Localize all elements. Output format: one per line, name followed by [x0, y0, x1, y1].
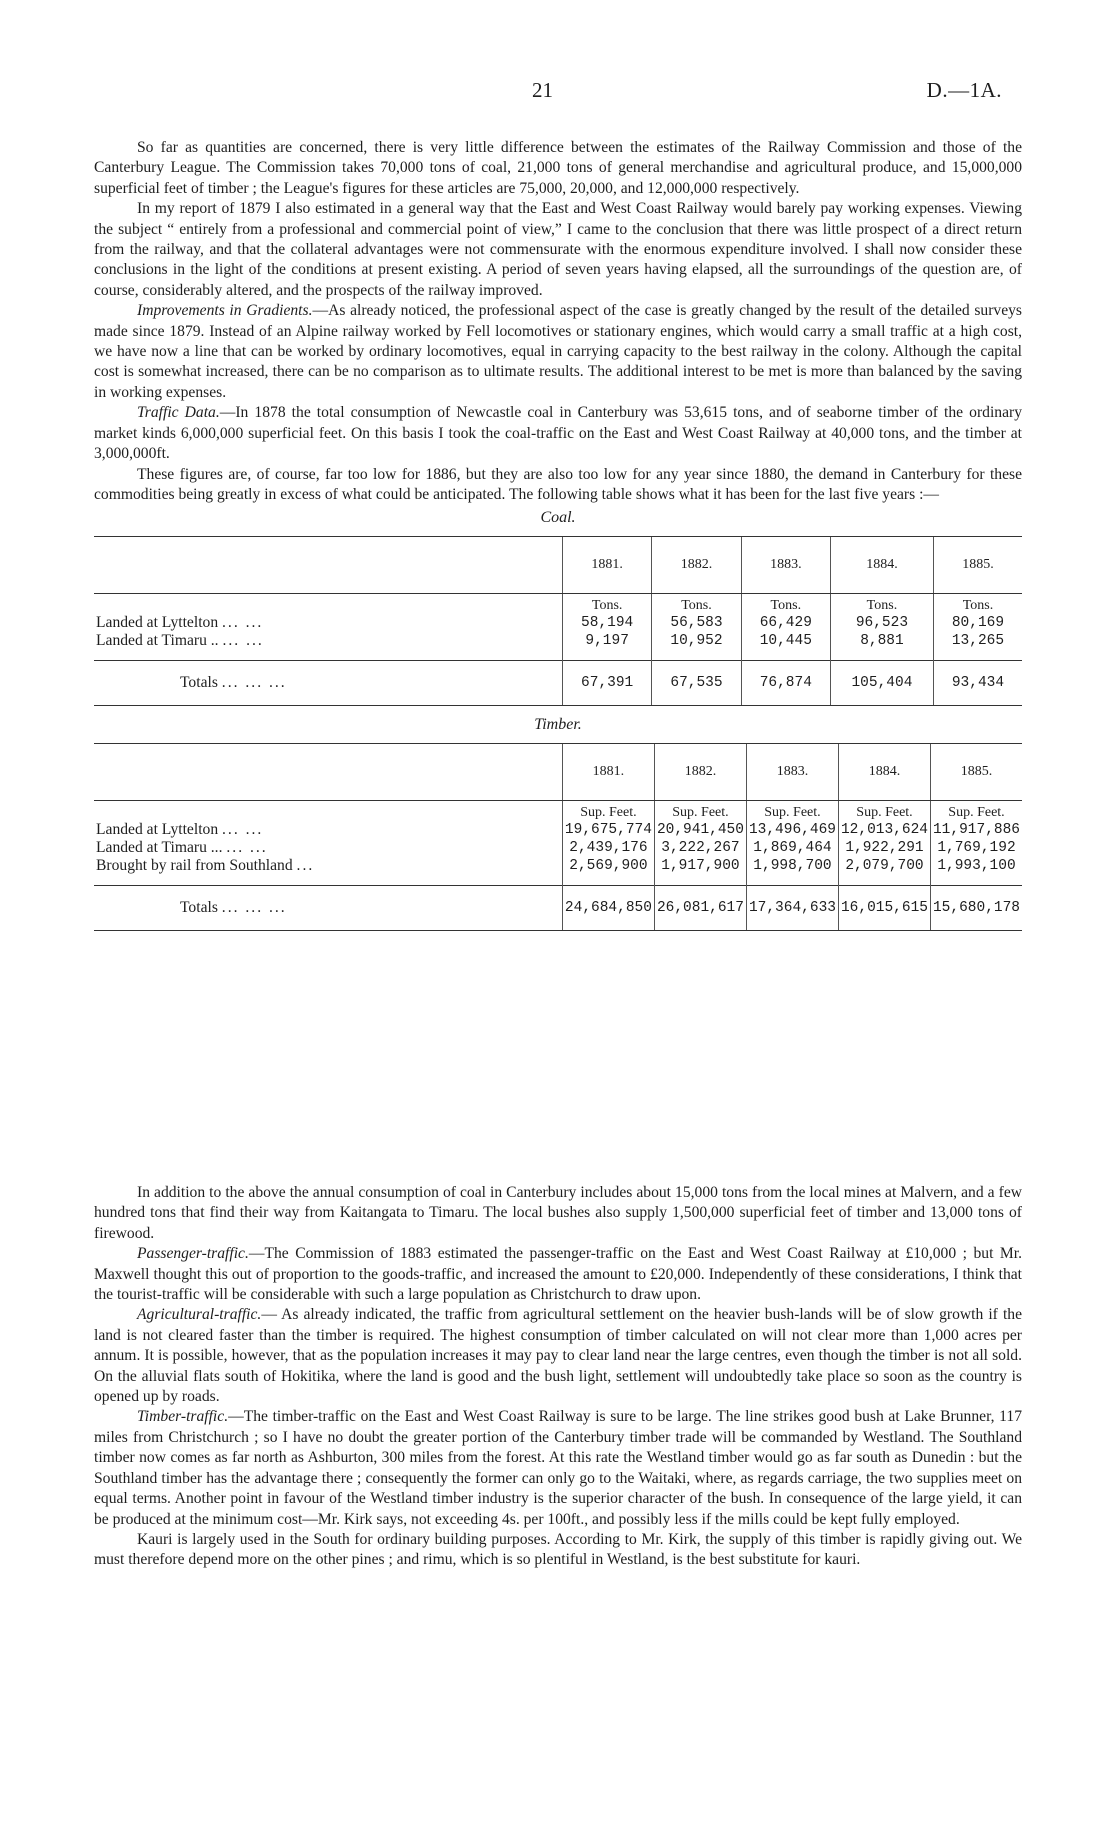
upper-text-block — [94, 138, 1022, 941]
page-number: 21 — [532, 78, 553, 102]
paragraph-heading: Passenger-traffic. — [137, 1245, 249, 1263]
paragraph: In my report of 1879 I also estimated in a general way that the East and West Coast Railway would barely pay working expenses. Viewing the subject “ entirely from a professional and commercial point of view,” I came to the conclusion that there was little prospect of a direct return from the railway, and that the collateral advantages were not commensurate with the enormous expenditure involved. I shall now consider these conclusions in the light of the conditions at present existing. A period of seven years having elapsed, all the surroundings of the question are, of course, considerably altered, and the prospects of the railway improved. — [94, 200, 1022, 299]
totals-row: Totals ... ... ... 67,391 67,535 76,874 105,404 93,434 — [94, 661, 1022, 706]
paragraph: Kauri is largely used in the South for ordinary building purposes. According to Mr. Kirk, the supply of this timber is rapidly giving out. We must therefore depend more on the other pines ; and rimu, which is so plentiful in Westland, is the best substitute for kauri. — [94, 1530, 1022, 1569]
paragraph: Traffic Data.—In 1878 the total consumption of Newcastle coal in Canterbury was 53,615 tons, and of seaborne timber of the ordinary market kinds 6,000,000 superficial feet. On this basis I took the coal-traffic on the East and West Coast Railway at 40,000 tons, and the timber at 3,000,000ft. — [94, 404, 1022, 463]
table-row: Landed at Lyttelton ... ... 19,675,774 20,941,450 13,496,469 12,013,624 11,917,886 — [96, 821, 1020, 839]
coal-table — [94, 536, 1022, 706]
unit-label: Sup. Feet. — [562, 801, 654, 822]
paragraph-heading: Traffic Data. — [137, 404, 220, 422]
coal-table-caption: Coal. — [540, 509, 576, 527]
coal-table-block — [94, 509, 1022, 706]
timber-table-block — [94, 716, 1022, 931]
year-header: 1881. — [563, 537, 652, 594]
year-header: 1885. — [933, 537, 1022, 594]
year-header: 1882. — [654, 744, 746, 801]
table-row: Landed at Lyttelton ... ... 58,194 56,583 66,429 96,523 80,169 — [94, 614, 1022, 632]
unit-label: Tons. — [830, 594, 933, 615]
unit-label: Tons. — [563, 594, 652, 615]
year-header: 1883. — [746, 744, 838, 801]
unit-label: Tons. — [652, 594, 741, 615]
table-row: Landed at Timaru ... ... ... 2,439,176 3,222,267 1,869,464 1,922,291 1,769,192 — [94, 839, 1022, 857]
timber-table-caption: Timber. — [534, 716, 582, 734]
paragraph: Passenger-traffic.—The Commission of 1883 estimated the passenger-traffic on the East and West Coast Railway at £10,000 ; but Mr. Maxwell thought this out of proportion to the goods-traffic, and increased the amount to £20,000. Independently of these considerations, I think that the tourist-traffic will be considerable with such a large population as Christchurch to draw upon. — [94, 1245, 1022, 1304]
paragraph-heading: Agricultural-traffic. — [137, 1306, 262, 1324]
paragraph: So far as quantities are concerned, there is very little difference between the estimates of the Railway Commission and those of the Canterbury League. The Commission takes 70,000 tons of coal, 21,000 tons of general merchandise and agricultural produce, and 15,000,000 superficial feet of timber ; the League's figures for these articles are 75,000, 20,000, and 12,000,000 respectively. — [94, 139, 1022, 197]
year-header: 1884. — [838, 744, 930, 801]
year-header: 1885. — [930, 744, 1022, 801]
page-header — [0, 78, 1114, 108]
unit-label: Sup. Feet. — [930, 801, 1022, 822]
year-header: 1882. — [652, 537, 741, 594]
unit-label: Tons. — [933, 594, 1022, 615]
year-header: 1884. — [830, 537, 933, 594]
year-header: 1883. — [741, 537, 830, 594]
unit-label: Sup. Feet. — [654, 801, 746, 822]
table-row: Brought by rail from Southland ... 2,569,900 1,917,900 1,998,700 2,079,700 1,993,100 — [94, 857, 1022, 875]
paragraph: Timber-traffic.—The timber-traffic on the East and West Coast Railway is sure to be large. The line strikes good bush at Lake Brunner, 117 miles from Christchurch ; so I have no doubt the greater portion of the Canterbury timber trade will be commanded by Westland. The Southland timber now comes as far north as Ashburton, 300 miles from the forest. At this rate the Westland timber would go as far south as Dunedin : but the Southland timber has the advantage there ; consequently the former can only go to the Waitaki, where, as regards carriage, the two supplies meet on equal terms. Another point in favour of the Westland timber industry is the superior character of the bush. In consequence of the large yield, it can be produced at the minimum cost—Mr. Kirk says, not exceeding 4s. per 100ft., and possibly less if the mills could be kept fully employed. — [94, 1408, 1022, 1528]
paragraph: These figures are, of course, far too low for 1886, but they are also too low for any year since 1880, the demand in Canterbury for these commodities being greatly in excess of what could be anticipated. The following table shows what it has been for the last five years :— — [94, 465, 1022, 503]
unit-label: Tons. — [741, 594, 830, 615]
unit-label: Sup. Feet. — [746, 801, 838, 822]
paragraph: Improvements in Gradients.—As already noticed, the professional aspect of the case is greatly changed by the result of the detailed surveys made since 1879. Instead of an Alpine railway worked by Fell locomotives or stationary engines, which would carry a small traffic at a high cost, we have now a line that can be worked by ordinary locomotives, equal in carrying capacity to the best railway in the colony. Although the capital cost is somewhat increased, there can be no comparison as to ultimate results. The additional interest to be met is more than balanced by the saving in working expenses. — [94, 302, 1022, 401]
unit-label: Sup. Feet. — [838, 801, 930, 822]
paragraph: Agricultural-traffic.— As already indicated, the traffic from agricultural settlement on the heavier bush-lands will be of slow growth if the land is not cleared faster than the timber is required. The highest consumption of timber calculated on will not clear more than 1,000 acres per annum. It is possible, however, that as the population increases it may pay to clear land near the large centres, even though the timber is not all sold. On the alluvial flats south of Hokitika, where the land is good and the bush light, settlement will undoubtedly take place so soon as the country is opened up by roads. — [94, 1306, 1022, 1406]
timber-table — [94, 743, 1022, 931]
lower-text-block — [94, 1183, 1022, 1571]
year-header: 1881. — [562, 744, 654, 801]
paragraph: In addition to the above the annual consumption of coal in Canterbury includes about 15,000 tons from the local mines at Malvern, and a few hundred tons that find their way from Kaitangata to Timaru. The local bushes also supply 1,500,000 superficial feet of timber and 13,000 tons of firewood. — [94, 1184, 1022, 1242]
paragraph-heading: Timber-traffic. — [137, 1408, 229, 1426]
document-reference: D.—1A. — [926, 78, 1002, 102]
totals-row: Totals ... ... ... 24,684,850 26,081,617 17,364,633 16,015,615 15,680,178 — [94, 886, 1022, 931]
paragraph-heading: Improvements in Gradients. — [137, 302, 313, 320]
table-row: Landed at Timaru .. ... ... 9,197 10,952 10,445 8,881 13,265 — [94, 632, 1022, 650]
